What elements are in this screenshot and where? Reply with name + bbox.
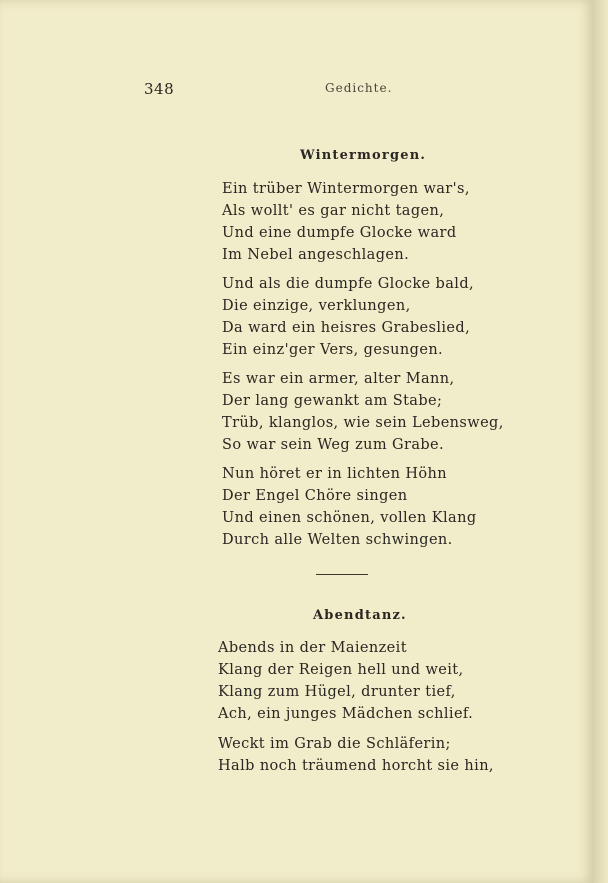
verse-line: Ein trüber Wintermorgen war's, <box>222 181 470 197</box>
verse-line: Abends in der Maienzeit <box>218 640 407 656</box>
verse-line: Im Nebel angeschlagen. <box>222 247 410 263</box>
page-header <box>0 80 594 100</box>
verse-line: Nun höret er in lichten Höhn <box>222 466 448 482</box>
verse-line: Weckt im Grab die Schläferin; <box>218 736 451 752</box>
verse-line: Trüb, klanglos, wie sein Lebensweg, <box>222 415 504 431</box>
page-edge <box>594 0 608 883</box>
verse-line: Als wollt' es gar nicht tagen, <box>222 203 445 219</box>
verse-line: Der Engel Chöre singen <box>222 488 408 504</box>
verse-line: Klang der Reigen hell und weit, <box>218 662 464 678</box>
poem-title: Abendtanz. <box>313 608 407 623</box>
verse-line: Und eine dumpfe Glocke ward <box>222 225 457 241</box>
verse-line: Es war ein armer, alter Mann, <box>222 371 455 387</box>
verse-line: Und einen schönen, vollen Klang <box>222 510 477 526</box>
verse-line: Die einzige, verklungen, <box>222 298 411 314</box>
verse-line: Klang zum Hügel, drunter tief, <box>218 684 456 700</box>
verse-line: Ein einz'ger Vers, gesungen. <box>222 342 444 358</box>
verse-line: Und als die dumpfe Glocke bald, <box>222 276 475 292</box>
poem-title: Wintermorgen. <box>300 148 427 163</box>
section-divider <box>316 574 368 575</box>
page-number: 348 <box>144 80 175 98</box>
verse-line: Da ward ein heisres Grabeslied, <box>222 320 471 336</box>
verse-line: Der lang gewankt am Stabe; <box>222 393 443 409</box>
verse-line: Durch alle Welten schwingen. <box>222 532 453 548</box>
verse-line: So war sein Weg zum Grabe. <box>222 437 445 453</box>
verse-line: Halb noch träumend horcht sie hin, <box>218 758 494 774</box>
verse-line: Ach, ein junges Mädchen schlief. <box>218 706 474 722</box>
running-head: Gedichte. <box>325 81 393 95</box>
